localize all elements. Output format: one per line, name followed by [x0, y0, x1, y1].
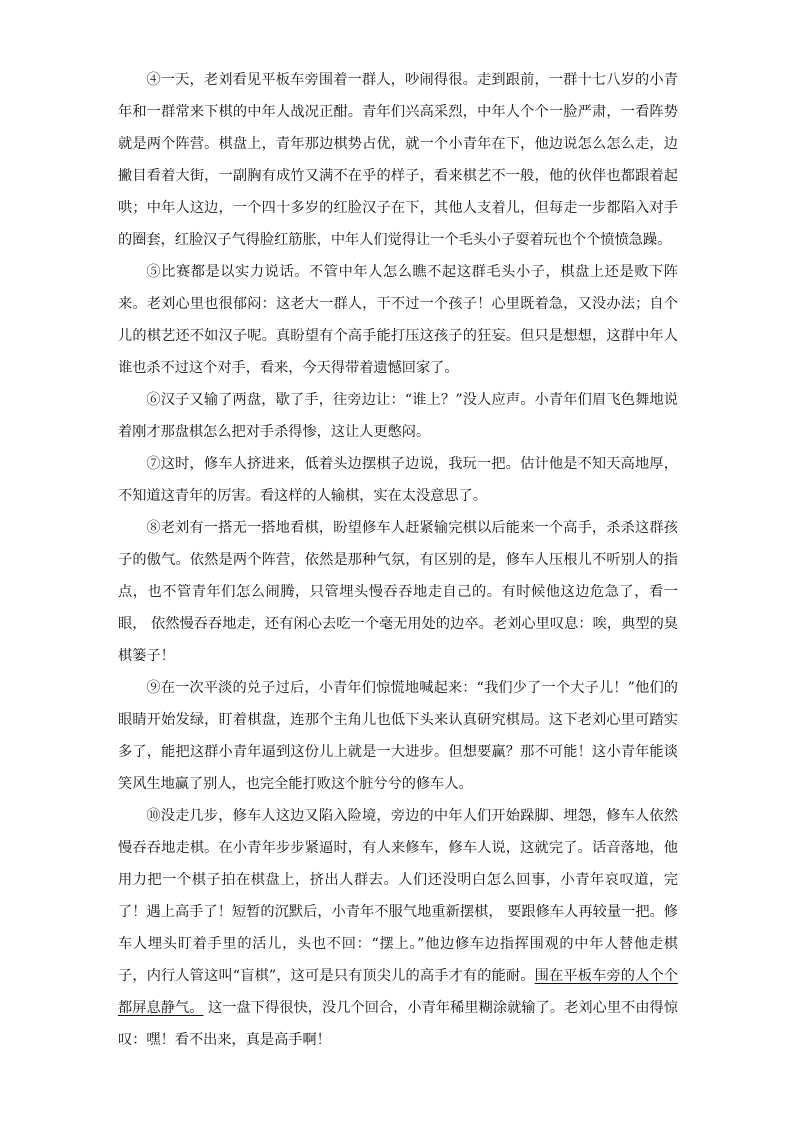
underlined-sentence: 围在平板车旁的人个个都屏息静气。: [118, 968, 678, 1016]
paragraph-6: ⑥汉子又输了两盘，歇了手，往旁边让：“谁上？”没人应声。小青年们眉飞色舞地说着刚才那盘棋怎么把对手杀得惨，这让人更憋闷。: [118, 392, 678, 440]
document-page: [118, 64, 678, 1056]
paragraph-8: ⑧老刘有一搭无一搭地看棋，盼望修车人赶紧输完棋以后能来一个高手，杀杀这群孩子的傲气。依然是两个阵营，依然是那种气氛，有区别的是，修车人压根儿不听别人的指点，也不管青年们怎么闹腾，只管埋头慢吞吞地走自己的。有时候他这边危急了，看一眼， 依然慢吞吞地走，还有闲心去吃一个毫无用处的边卒。老刘心里叹息：唉，典型的臭棋篓子！: [118, 520, 678, 664]
paragraph-9: ⑨在一次平淡的兑子过后，小青年们惊慌地喊起来：“我们少了一个大子儿！”他们的眼睛开始发绿，盯着棋盘，连那个主角儿也低下头来认真研究棋局。这下老刘心里可踏实多了，能把这群小青年逼到这份儿上就是一大进步。但想要赢？那不可能！这小青年能谈笑风生地赢了别人，也完全能打败这个脏兮兮的修车人。: [118, 680, 678, 792]
paragraph-10-ending: 这一盘下得很快，没几个回合，小青年稀里糊涂就输了。老刘心里不由得惊叹：嘿！看不出来，真是高手啊！: [118, 1000, 678, 1048]
paragraph-4: ④一天，老刘看见平板车旁围着一群人，吵闹得很。走到跟前，一群十七八岁的小青年和一群常来下棋的中年人战况正酣。青年们兴高采烈，中年人个个一脸严肃，一看阵势就是两个阵营。棋盘上，青年那边棋势占优，就一个小青年在下，他边说怎么怎么走，边撇目看着大街，一副胸有成竹又满不在乎的样子，看来棋艺不一般，他的伙伴也都跟着起哄；中年人这边，一个四十多岁的红脸汉子在下，其他人支着儿，但每走一步都陷入对手的圈套，红脸汉子气得脸红筋胀，中年人们觉得让一个毛头小子耍着玩也个个愤愤急躁。: [118, 72, 678, 248]
paragraph-10: [118, 800, 678, 1056]
paragraph-5: ⑤比赛都是以实力说话。不管中年人怎么瞧不起这群毛头小子，棋盘上还是败下阵来。老刘心里也很郁闷：这老大一群人，干不过一个孩子！心里既着急，又没办法；自个儿的棋艺还不如汉子呢。真盼望有个高手能打压这孩子的狂妄。但只是想想，这群中年人谁也杀不过这个对手，看来，今天得带着遗憾回家了。: [118, 264, 678, 376]
paragraph-7: ⑦这时，修车人挤进来，低着头边摆棋子边说，我玩一把。估计他是不知天高地厚，不知道这青年的厉害。看这样的人输棋，实在太没意思了。: [118, 456, 678, 504]
paragraph-10-text: ⑩没走几步，修车人这边又陷入险境，旁边的中年人们开始跺脚、埋怨，修车人依然慢吞吞地走棋。在小青年步步紧逼时，有人来修车，修车人说，这就完了。话音落地，他用力把一个棋子拍在棋盘上，挤出人群去。人们还没明白怎么回事，小青年哀叹道，完了！遇上高手了！短暂的沉默后，小青年不服气地重新摆棋， 要跟修车人再较量一把。修车人埋头盯着手里的活儿，头也不回：“摆上。”他边修车边指挥围观的中年人替他走棋子，内行人管这叫“盲棋”，这可是只有顶尖儿的高手才有的能耐。: [118, 808, 678, 984]
